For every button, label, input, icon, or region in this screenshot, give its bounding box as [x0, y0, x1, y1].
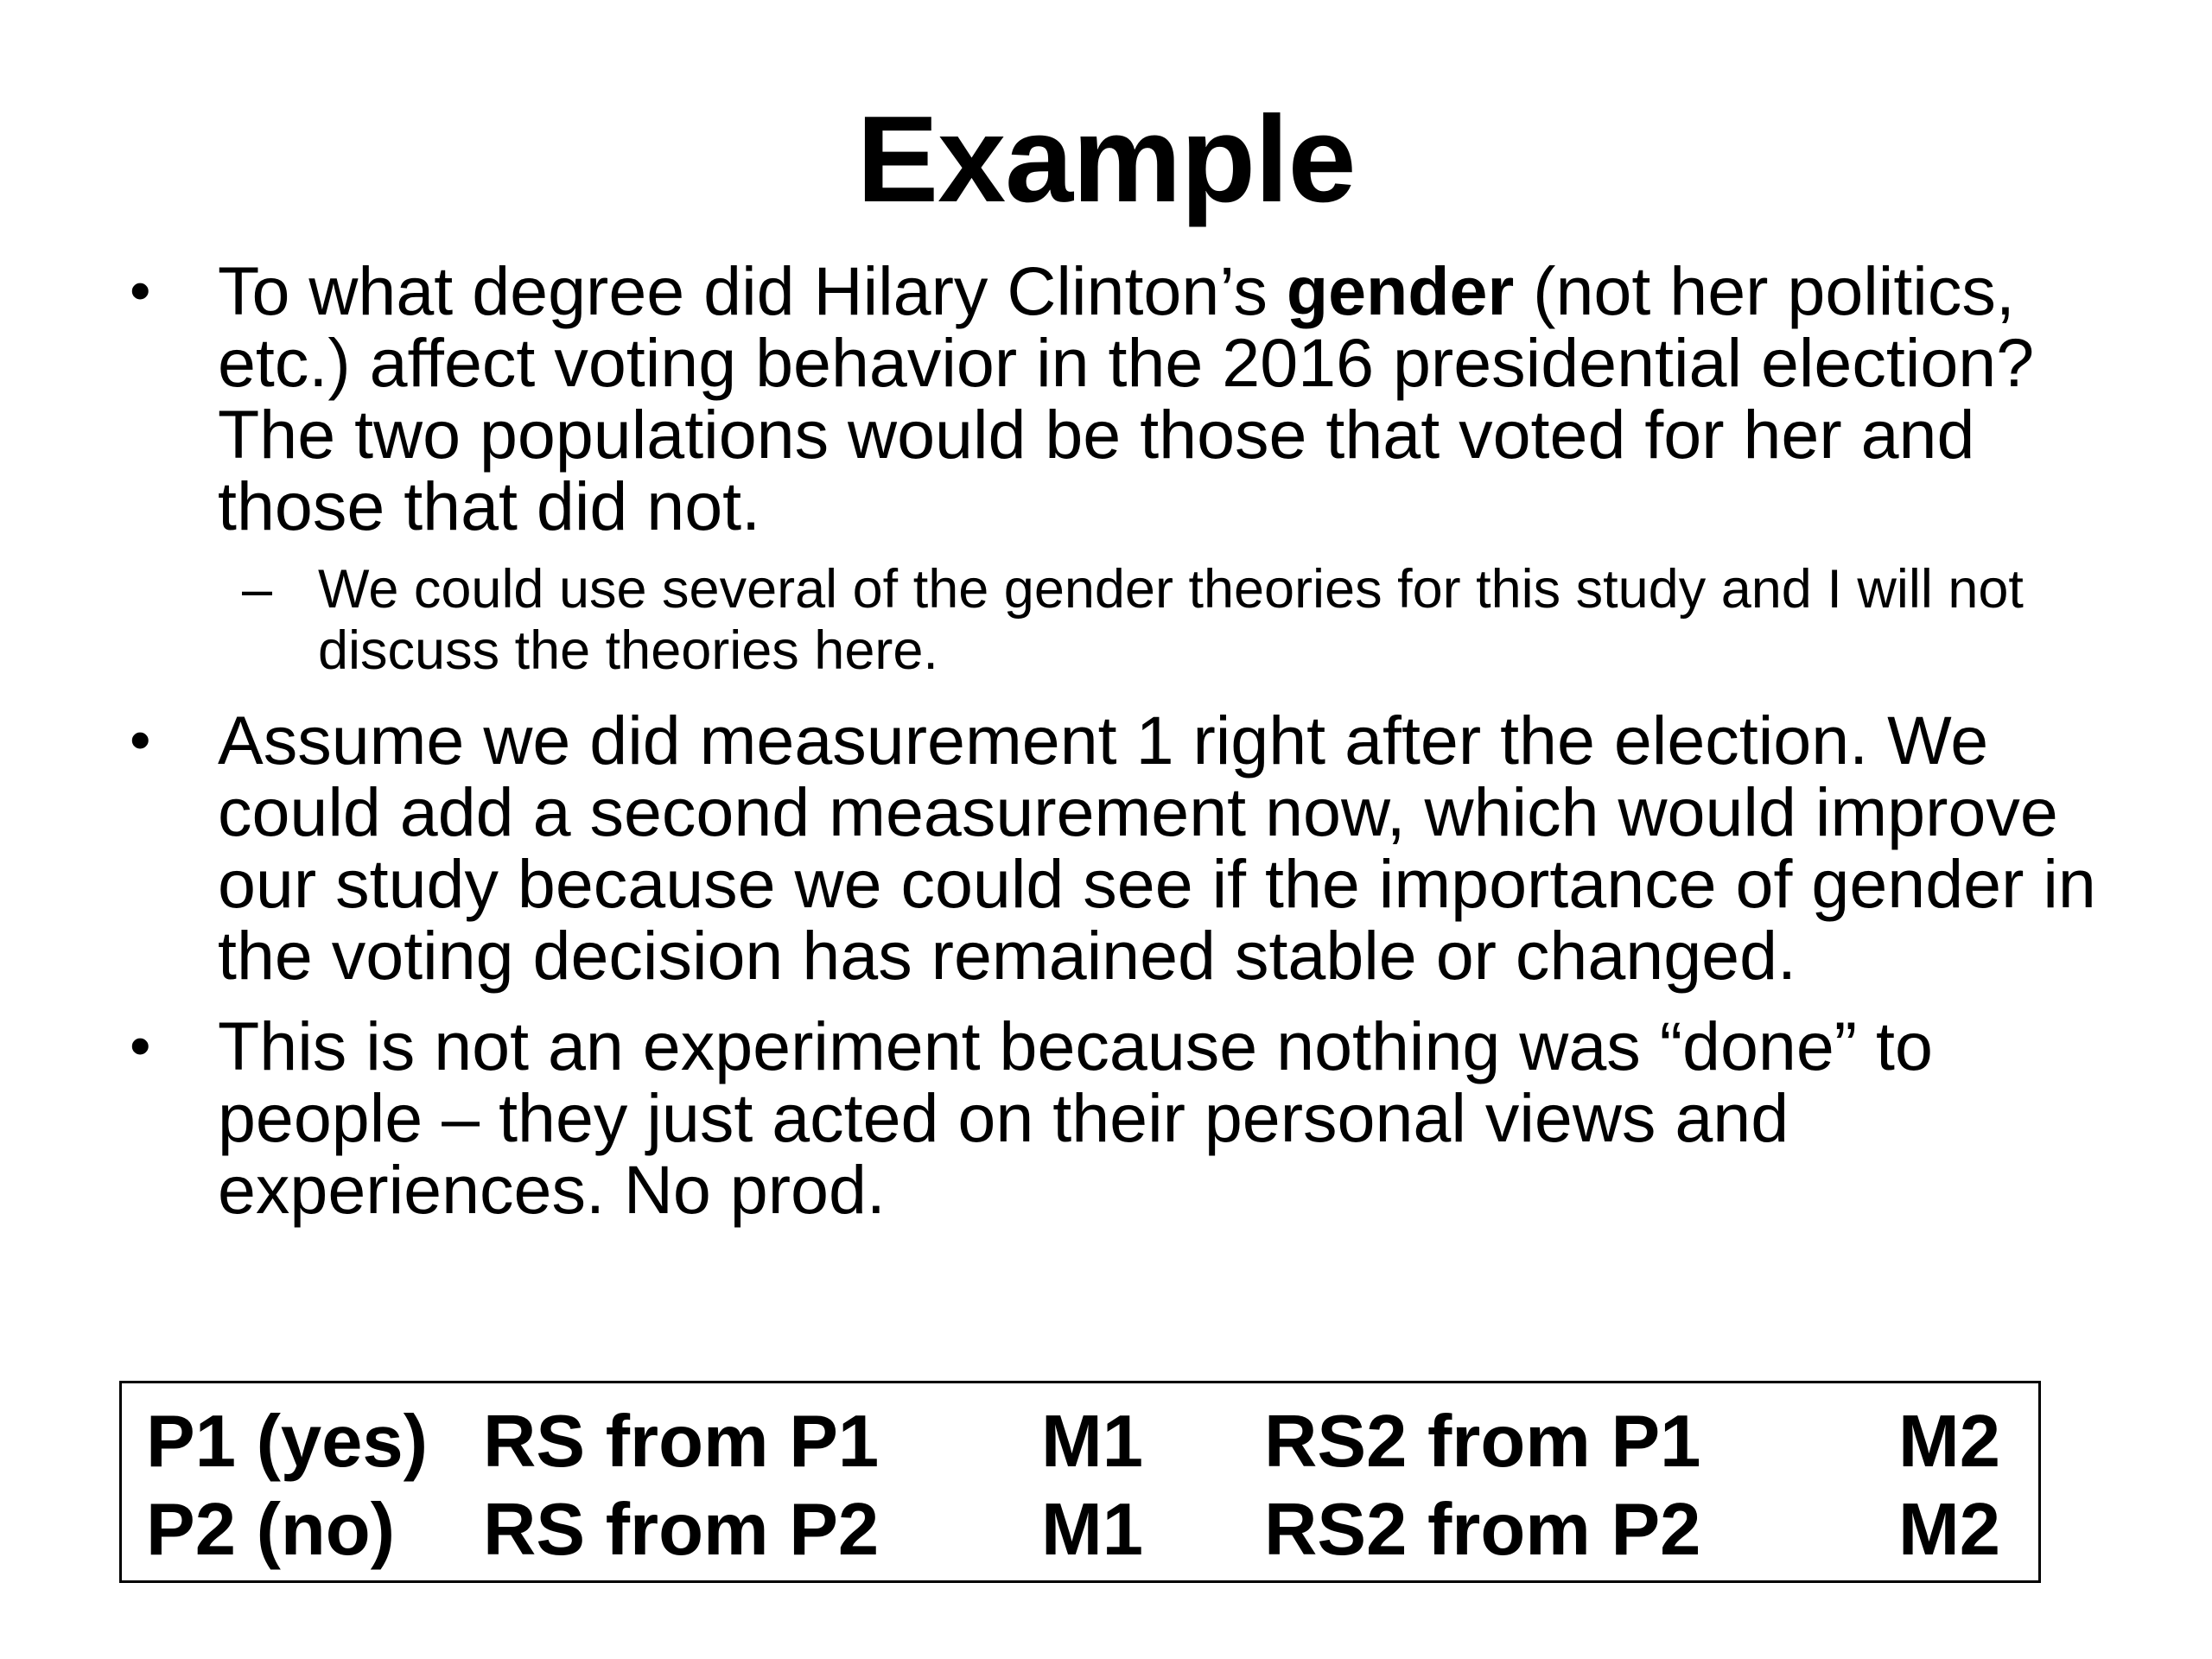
measurement1-cell: M1 [1041, 1489, 1144, 1571]
bullet-item [130, 1007, 2117, 1228]
bullet-text-end: (not her politics, etc.) affect voting behavior in the 2016 presidential election? The two populations would be those that voted for her and those that did not. [218, 252, 2035, 544]
sample-cell: RS from P2 [483, 1489, 880, 1571]
bullet-item [130, 702, 2117, 994]
bullet-item [130, 252, 2117, 544]
bullet-dot-icon: • [130, 257, 151, 324]
population-cell: P1 (yes) [146, 1401, 429, 1483]
sub-bullet-text: We could use several of the gender theories for this study and I will not discuss the theories here. [318, 559, 2024, 681]
population-cell: P2 (no) [146, 1489, 396, 1571]
bullet-bold-term: gender [1286, 252, 1515, 329]
measurement2-cell: M2 [1898, 1489, 2001, 1571]
slide-title: Example [856, 91, 1356, 228]
measurement1-cell: M1 [1041, 1401, 1144, 1483]
bullet-text: This is not an experiment because nothing was “done” to people – they just acted on their personal views and experiences. No prod. [218, 1007, 1933, 1228]
research-design-box [119, 1381, 2041, 1583]
sub-bullet-dash-icon: – [242, 559, 273, 620]
sample2-cell: RS2 from P2 [1264, 1489, 1701, 1571]
sample2-cell: RS2 from P1 [1264, 1401, 1701, 1483]
bullet-list [130, 252, 2117, 1228]
bullet-dot-icon: • [130, 706, 151, 773]
sub-bullet-item [130, 559, 2117, 682]
bullet-dot-icon: • [130, 1012, 151, 1079]
design-row [122, 1487, 2038, 1573]
measurement2-cell: M2 [1898, 1401, 2001, 1483]
bullet-text-start: To what degree did Hilary Clinton’s [218, 252, 1287, 329]
bullet-text: Assume we did measurement 1 right after the election. We could add a second measurement now, which would improve our study because we could see if the importance of gender in the voting decision has remained stable or changed. [218, 702, 2096, 994]
sample-cell: RS from P1 [483, 1401, 880, 1483]
design-row [122, 1399, 2038, 1485]
